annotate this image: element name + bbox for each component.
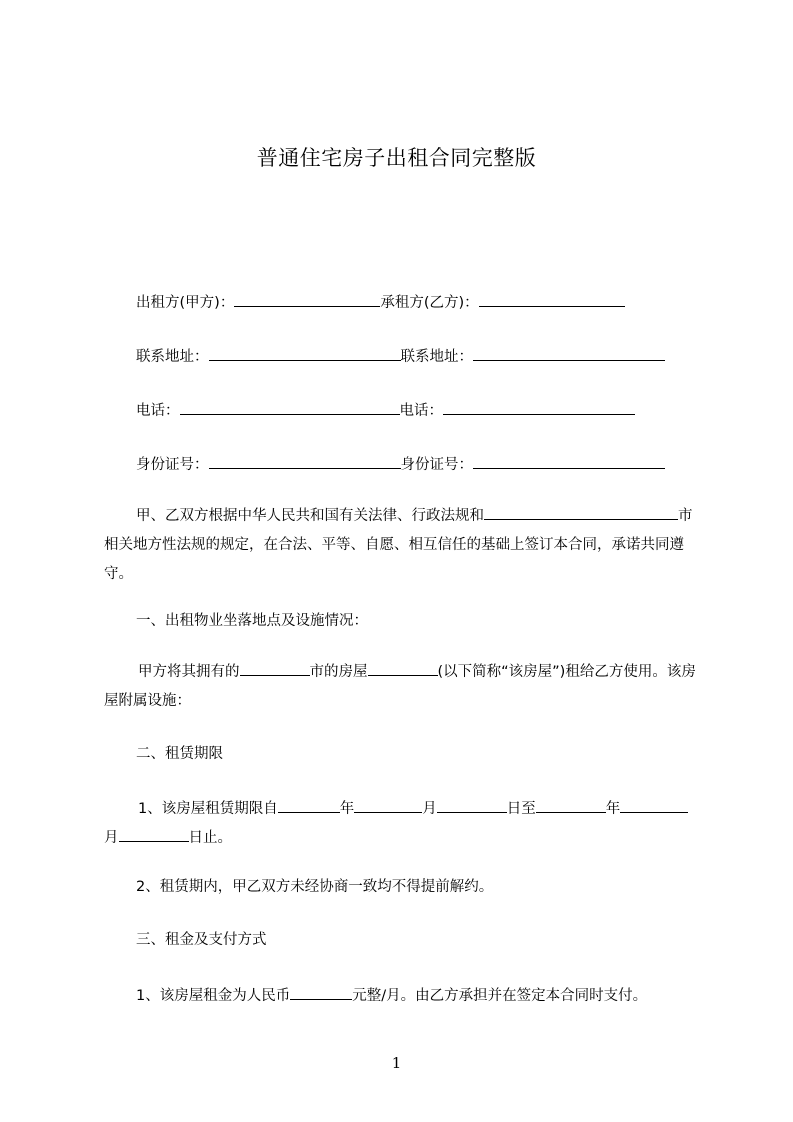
section2-item2: 2、租赁期内，甲乙双方未经协商一致均不得提前解约。 xyxy=(136,879,494,895)
section3-item1 xyxy=(136,985,647,1006)
section1-text-c: (以下简称“该房屋”)租给乙方使用。该房屋附属设施： xyxy=(104,664,696,709)
lessor-address-blank xyxy=(209,346,401,361)
end-month-unit: 月 xyxy=(104,830,119,846)
lessor-id-label: 身份证号： xyxy=(136,457,209,473)
end-month-blank-continued xyxy=(658,798,688,813)
id-row xyxy=(136,454,665,475)
local-city-blank-continued xyxy=(660,505,678,520)
start-year-unit: 年 xyxy=(339,801,355,817)
lessee-id-blank xyxy=(473,454,665,469)
rent-amount-blank xyxy=(290,985,352,1000)
lessee-address-blank xyxy=(473,346,665,361)
preamble-text-2: 市相关地方性法规的规定，在合法、平等、自愿、相互信任的基础上签订本合同，承诺共同遵守。 xyxy=(104,508,693,582)
city-blank xyxy=(240,661,310,676)
lessor-id-blank xyxy=(209,454,401,469)
section1-heading: 一、出租物业坐落地点及设施情况： xyxy=(136,613,368,629)
party-names-row xyxy=(136,292,625,313)
end-day-blank xyxy=(119,827,189,842)
page-number: 1 xyxy=(391,1054,402,1072)
lessee-address-label: 联系地址： xyxy=(400,349,473,365)
start-year-blank xyxy=(278,798,340,813)
preamble-text-1: 甲、乙双方根据中华人民共和国有关法律、行政法规和 xyxy=(136,508,484,524)
lessee-id-label: 身份证号： xyxy=(400,457,473,473)
document-title: 普通住宅房子出租合同完整版 xyxy=(256,146,537,170)
start-day-unit: 日至 xyxy=(506,801,536,817)
lessee-phone-label: 电话： xyxy=(399,403,443,419)
lessor-name-blank xyxy=(234,292,380,307)
rent-terms: 元整/月。由乙方承担并在签定本合同时支付。 xyxy=(352,988,648,1004)
lessor-label: 出租方(甲方)： xyxy=(136,295,235,311)
lessor-phone-blank xyxy=(180,400,400,415)
phone-row xyxy=(136,400,635,421)
rent-label: 1、该房屋租金为人民币 xyxy=(136,988,291,1004)
section1-text-a: 甲方将其拥有的 xyxy=(138,664,240,680)
end-day-unit: 日止。 xyxy=(188,830,232,846)
section3-heading: 三、租金及支付方式 xyxy=(136,932,267,948)
address-row xyxy=(136,346,665,367)
end-year-blank xyxy=(536,798,606,813)
lessor-address-label: 联系地址： xyxy=(136,349,209,365)
section2-item1-paragraph xyxy=(104,795,702,853)
preamble-paragraph xyxy=(104,502,702,589)
start-month-unit: 月 xyxy=(422,801,437,817)
lessee-name-blank xyxy=(479,292,625,307)
lessee-label: 承租方(乙方)： xyxy=(380,295,479,311)
local-city-blank xyxy=(484,505,660,520)
end-year-unit: 年 xyxy=(605,801,621,817)
lessor-phone-label: 电话： xyxy=(136,403,180,419)
start-day-blank xyxy=(437,798,507,813)
section1-paragraph xyxy=(104,658,702,716)
lessee-phone-blank xyxy=(443,400,635,415)
property-blank xyxy=(368,661,438,676)
section1-text-b: 市的房屋 xyxy=(309,664,368,680)
end-month-blank xyxy=(620,798,658,813)
lease-period-label: 1、该房屋租赁期限自 xyxy=(138,801,278,817)
start-month-blank xyxy=(354,798,422,813)
section2-heading: 二、租赁期限 xyxy=(136,746,223,762)
